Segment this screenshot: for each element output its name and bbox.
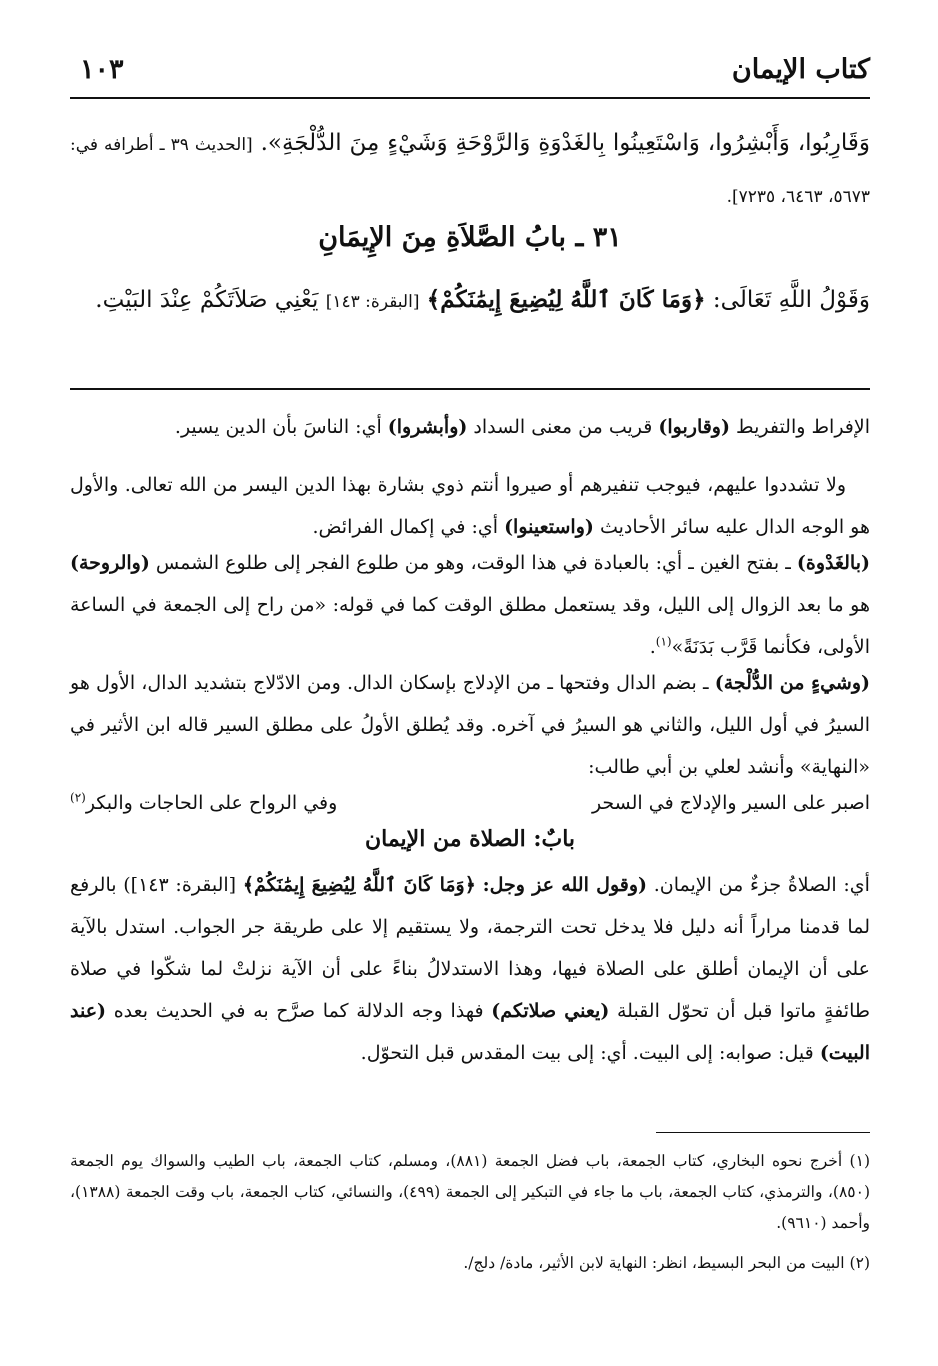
footnote-1 bbox=[70, 1146, 870, 1239]
chapter-quote bbox=[70, 272, 870, 330]
poem-hemistich-1: اصبر على السير والإدلاج في السحر bbox=[591, 792, 870, 814]
header-divider bbox=[70, 97, 870, 99]
footnote-text: البيت من البحر البسيط، انظر: النهاية لابن الأثير، مادة/ دلج/. bbox=[463, 1254, 845, 1272]
book-title: كتاب الإيمان bbox=[731, 54, 870, 85]
text-run: الإفراط والتفريط bbox=[736, 416, 870, 438]
text-run: ـ بفتح الغين ـ أي: بالعبادة في هذا الوقت، وهو من طلوع الفجر إلى طلوع الشمس bbox=[155, 552, 791, 574]
quote-tail: يَعْنِي صَلاَتَكُمْ عِنْدَ البَيْتِ. bbox=[95, 287, 319, 313]
quran-verse: ﴿وَمَا كَانَ ٱللَّهُ لِيُضِيعَ إِيمَٰنَكُمْ﴾ bbox=[242, 874, 476, 896]
keyword: (وقاربوا) bbox=[658, 416, 730, 438]
hadith-body: وَقَارِبُوا، وَأَبْشِرُوا، وَاسْتَعِينُوا بِالغَدْوَةِ وَالرَّوْحَةِ وَشَيْءٍ مِنَ الدُّلْجَةِ». bbox=[260, 130, 871, 156]
text-run: أي: الناسَ بأن الدين يسير. bbox=[174, 416, 382, 438]
text-run: قريب من معنى السداد bbox=[473, 416, 653, 438]
footnote-marker[interactable]: (١) bbox=[655, 634, 672, 649]
commentary-paragraph-1 bbox=[70, 406, 870, 448]
text-run: [البقرة: ١٤٣]) بالرفع لما قدمنا مراراً أنه دليل فلا يدخل تحت الترجمة، ولا يستقيم إلا على طريقة جر الجواب. استدل بالآية على أن الإيمان أطلق على الصلاة فيها، وهذا الاستدلالُ بناءً على أن الآية نزلتْ لما شكّوا في صلاة طائفةٍ ماتوا قبل أن تحوّل القبلة bbox=[70, 874, 870, 1022]
text-run: فهذا وجه الدلالة كما صرَّح به في الحديث بعده bbox=[113, 1000, 484, 1022]
quote-lead: وَقَوْلُ اللَّهِ تَعَالَى: bbox=[712, 287, 870, 313]
keyword: (بالغَدْوة) bbox=[796, 552, 870, 574]
page-number: ١٠٣ bbox=[80, 54, 124, 85]
keyword: (وأبشروا) bbox=[387, 416, 468, 438]
keyword: (واستعينوا) bbox=[504, 516, 594, 538]
keyword: (يعني صلاتكم) bbox=[491, 1000, 610, 1022]
commentary-paragraph-2 bbox=[70, 464, 870, 548]
text-run: . bbox=[649, 636, 656, 658]
commentary-paragraph-3 bbox=[70, 542, 870, 668]
text-run: هو ما بعد الزوال إلى الليل، وقد يستعمل مطلق الوقت كما في قوله: «من راح إلى الجمعة في الساعة الأولى، فكأنما قَرَّب بَدَنَةً» bbox=[70, 594, 870, 658]
footnote-number: (٢) bbox=[849, 1254, 870, 1272]
hadith-text bbox=[70, 118, 870, 222]
chapter-heading: ٣١ ـ بابُ الصَّلاَةِ مِنَ الإِيمَانِ bbox=[318, 222, 622, 253]
footnote-text: أخرج نحوه البخاري، كتاب الجمعة، باب فضل الجمعة (٨٨١)، ومسلم، كتاب الجمعة، باب الطيب والسواك يوم الجمعة (٨٥٠)، والترمذي، كتاب الجمعة، باب ما جاء في التبكير إلى الجمعة (٤٩٩)، والنسائي، كتاب الجمعة، باب وقت الجمعة (١٣٨٨)، وأحمد (٩٦١٠). bbox=[70, 1152, 871, 1232]
section-heading: بابٌ: الصلاة من الإيمان bbox=[364, 826, 576, 852]
hadith-reference: [الحديث ٣٩ ـ أطرافه في: ٥٦٧٣، ٦٤٦٣، ٧٢٣٥]. bbox=[70, 135, 870, 207]
commentary-divider bbox=[70, 388, 870, 390]
footnote-divider bbox=[656, 1132, 870, 1133]
keyword: (وشيءٍ من الدُّلْجة) bbox=[714, 672, 871, 694]
text-run: أي: الصلاةُ جزءٌ من الإيمان. bbox=[653, 874, 870, 896]
text-run: ولا تشددوا عليهم، فيوجب تنفيرهم أو صيروا أنتم ذوي بشارة بهذا الدين اليسر من الله تعالى. والأول هو الوجه الدال عليه سائر الأحاديث bbox=[70, 474, 870, 538]
quran-verse: ﴿وَمَا كَانَ ٱللَّهُ لِيُضِيعَ إِيمَٰنَكُمْ﴾ bbox=[426, 286, 706, 313]
text-run: ـ بضم الدال وفتحها ـ من الإدلاج بإسكان الدال. ومن الادّلاج بتشديد الدال، الأول هو السيرُ في أول الليل، والثاني هو السيرُ في آخره. وقد يُطلق الأولُ على مطلق السير قاله ابن الأثير في «النهاية» وأنشد لعلي بن أبي طالب: bbox=[70, 672, 870, 778]
keyword: (وقول الله عز وجل: bbox=[482, 874, 648, 896]
poem-hemistich-2 bbox=[70, 782, 337, 824]
footnote-2 bbox=[70, 1248, 870, 1279]
footnote-number: (١) bbox=[849, 1152, 870, 1170]
commentary-paragraph-4 bbox=[70, 662, 870, 788]
verse-reference: [البقرة: ١٤٣] bbox=[325, 292, 420, 312]
footnote-marker[interactable]: (٢) bbox=[70, 790, 86, 805]
poem-verse bbox=[70, 782, 870, 824]
text-run: قيل: صوابه: إلى البيت. أي: إلى بيت المقدس قبل التحوّل. bbox=[360, 1042, 814, 1064]
text-run: وفي الرواح على الحاجات والبكر bbox=[85, 792, 338, 814]
commentary-paragraph-5 bbox=[70, 864, 870, 1074]
keyword: (عند البيت) bbox=[70, 1000, 870, 1064]
text-run: أي: في إكمال الفرائض. bbox=[312, 516, 499, 538]
keyword: (والروحة) bbox=[70, 552, 150, 574]
running-header bbox=[70, 48, 870, 94]
